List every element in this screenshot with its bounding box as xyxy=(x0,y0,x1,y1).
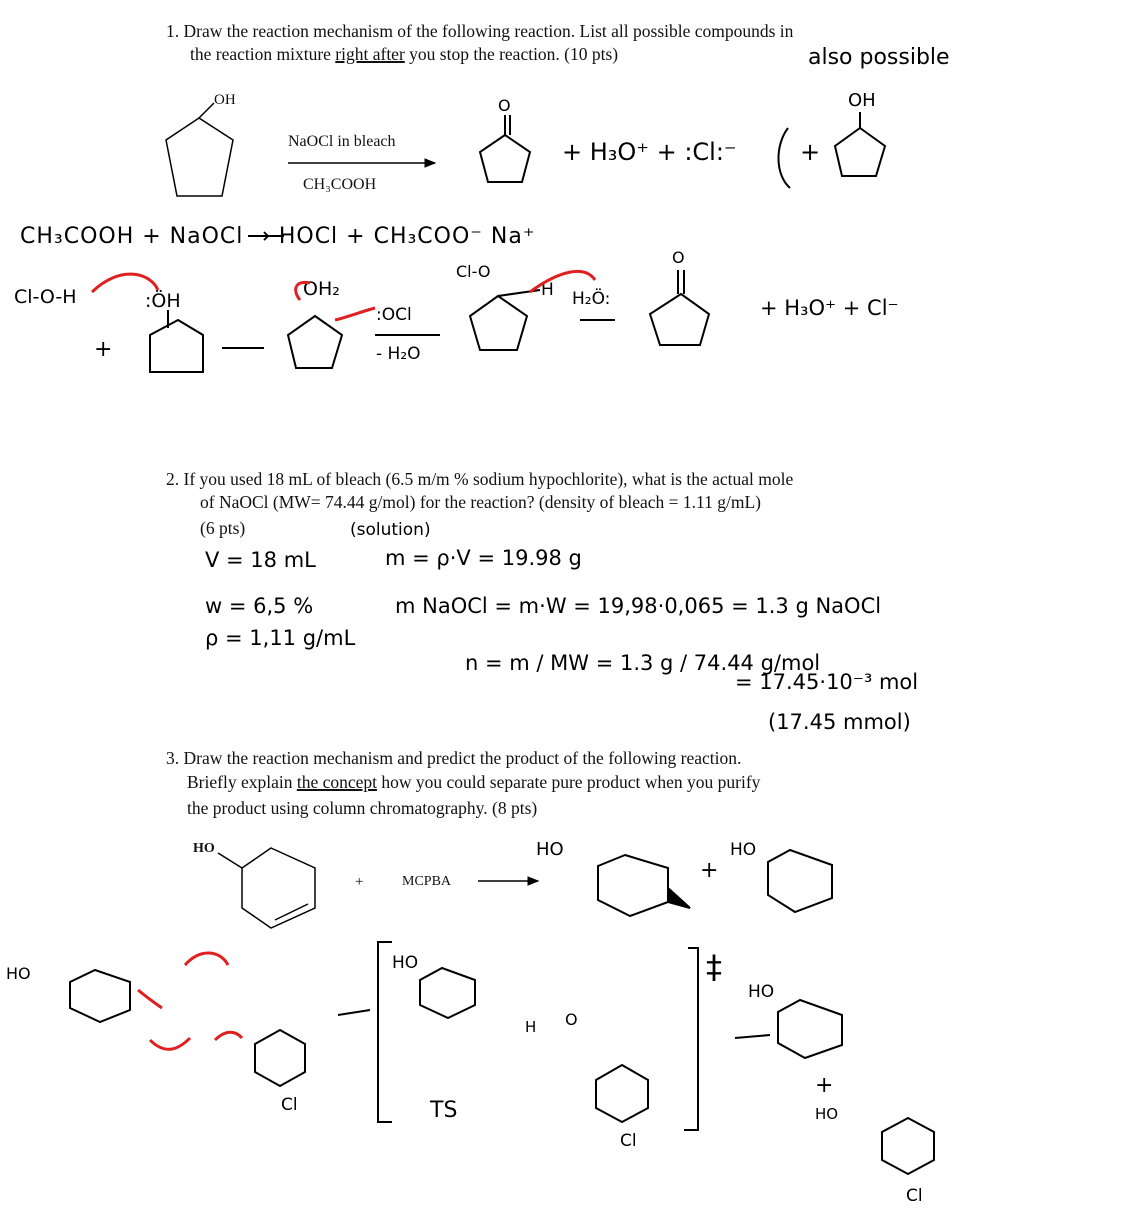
q2-hw-m: m = ρ·V = 19.98 g xyxy=(385,546,582,570)
q3-hw-ho4: HO xyxy=(392,953,419,973)
q1-line1: 1. Draw the reaction mechanism of the following reaction. List all possible compounds in xyxy=(166,21,794,41)
q3-hw-o: O xyxy=(565,1010,578,1029)
q2-line2: of NaOCl (MW= 74.44 g/mol) for the reaction? (density of bleach = 1.11 g/mL) xyxy=(200,492,761,512)
q3-hw-ts: TS xyxy=(430,1098,458,1123)
q3-line1: 3. Draw the reaction mechanism and predict the product of the following reaction. xyxy=(166,748,742,768)
q2-hw-mmol: (17.45 mmol) xyxy=(768,710,911,734)
q2-hw-rho: ρ = 1,11 g/mL xyxy=(205,626,356,650)
q3-mech-ring3 xyxy=(778,1000,842,1058)
q1-mech-ring4 xyxy=(650,294,709,345)
q1-mech-plus: + xyxy=(94,337,113,362)
q1-mech-hocl: Cl-O-H xyxy=(14,286,77,308)
q2-hw-result: = 17.45·10⁻³ mol xyxy=(735,670,919,694)
q3-hw-ho2: HO xyxy=(730,840,757,860)
q1-products: + H₃O⁺ + :Cl:⁻ xyxy=(562,138,737,166)
q1-red-arrow3 xyxy=(335,308,375,320)
q3-hw-ho5: HO xyxy=(748,982,775,1002)
q1-bracket xyxy=(778,128,790,188)
q1-mech-ocl: :OCl xyxy=(376,305,412,325)
q1-mech-clo: Cl-O xyxy=(456,262,491,281)
q3-hw-ho3: HO xyxy=(6,964,31,983)
q3-prod1-ring xyxy=(598,855,668,916)
q3-ts-bracket-left xyxy=(378,942,392,1122)
q1-sm-oh-bond xyxy=(199,103,214,118)
q3-arrowhead xyxy=(528,877,538,885)
q3-red-arrow1 xyxy=(185,953,228,965)
q1-line2-pre: the reaction mixture xyxy=(190,44,336,64)
q1-sm-label: OH xyxy=(214,92,236,108)
q3-mech-arrow1 xyxy=(338,1010,370,1015)
q1-mech-oh2: OH₂ xyxy=(303,278,340,300)
q3-mech-ring2 xyxy=(420,968,475,1018)
q2-line1: 2. If you used 18 mL of bleach (6.5 m/m % sodium hypochlorite), what is the actual mole xyxy=(166,469,794,489)
q3-line2-pre: Briefly explain xyxy=(187,772,297,792)
q1-mech-products: + H₃O⁺ + Cl⁻ xyxy=(760,296,899,320)
q2-line3: (6 pts) xyxy=(200,518,246,538)
q3-mech-ring1 xyxy=(70,970,130,1022)
q1-red-arrow4 xyxy=(530,271,595,292)
q3-hw-ho1: HO xyxy=(536,839,564,860)
q3-line3: the product using column chromatography. (8 pts) xyxy=(187,798,538,818)
q1-plus-alt: + xyxy=(800,138,821,166)
q3-mech-benz2 xyxy=(596,1065,648,1122)
q1-product-ring xyxy=(480,135,530,182)
q3-sm-alkene xyxy=(275,904,308,920)
q2-hw-solution: (solution) xyxy=(350,520,431,540)
q3-prod1-epoxide xyxy=(668,888,690,908)
q3-red-arrow3 xyxy=(150,1038,190,1049)
q3-ts-bracket-right xyxy=(684,948,698,1130)
q3-red-arrow2 xyxy=(138,990,162,1008)
q1-sm-ring xyxy=(166,118,233,196)
q3-hw-plus: + xyxy=(700,858,719,883)
q1-reagent-bottom: CH₃COOH xyxy=(303,176,377,193)
q1-mech-h2o: H₂Ö: xyxy=(572,289,611,309)
q3-hw-h: H xyxy=(525,1018,537,1036)
q1-line2-post: you stop the reaction. (10 pts) xyxy=(404,44,619,64)
q1-carbonyl-o: O xyxy=(498,96,511,115)
q3-prod2-ring xyxy=(768,850,832,912)
q2-hw-n: n = m / MW = 1.3 g / 74.44 g/mol xyxy=(465,651,821,675)
q2-hw-mnaocl: m NaOCl = m·W = 19,98·0,065 = 1.3 g NaOCl xyxy=(395,594,882,618)
q3-red-arrow4 xyxy=(215,1032,242,1040)
q1-alt-oh: OH xyxy=(848,90,876,111)
q3-plus: + xyxy=(355,874,364,890)
q2-hw-w: w = 6,5 % xyxy=(205,594,314,618)
q1-mech-oh: :ÖH xyxy=(145,290,181,312)
q1-note: also possible xyxy=(808,45,950,70)
q1-mech-carbonyl-o: O xyxy=(672,248,685,267)
q3-underline: the concept xyxy=(296,772,377,792)
q3-hw-plus2: + xyxy=(815,1073,834,1098)
q3-hw-cl2: Cl xyxy=(620,1131,637,1151)
q1-underline: right after xyxy=(335,44,405,64)
q3-sm-label: HO xyxy=(193,841,215,856)
q3-hw-cl3: Cl xyxy=(906,1186,923,1206)
q3-hw-ho6: HO xyxy=(815,1105,839,1123)
q3-mech-arrow2 xyxy=(735,1035,770,1038)
q1-arrowhead xyxy=(425,159,435,167)
q3-hw-dagger: ‡ xyxy=(706,948,722,986)
q1-mech-minus-h2o: - H₂O xyxy=(376,344,421,364)
q1-red-arrow1 xyxy=(92,274,158,292)
q1-mech-ring2 xyxy=(288,316,342,368)
q3-mech-benz3 xyxy=(882,1118,934,1174)
q1-alt-ring xyxy=(835,128,885,176)
q1-mech-ring1 xyxy=(150,320,203,372)
q1-red-arrow2 xyxy=(296,282,310,300)
q3-line2-post: how you could separate pure product when you purify xyxy=(377,772,761,792)
q1-reagent-top: NaOCl in bleach xyxy=(288,133,396,150)
q1-mech-ring3 xyxy=(470,296,527,350)
q1-eq-line: CH₃COOH + NaOCl → HOCl + CH₃COO⁻ Na⁺ xyxy=(20,224,536,249)
q3-hw-cl1: Cl xyxy=(281,1095,298,1115)
q3-mech-benz1 xyxy=(255,1030,305,1086)
q3-reagent: MCPBA xyxy=(402,874,452,889)
q2-hw-v: V = 18 mL xyxy=(205,548,316,572)
q1-mech-h: H xyxy=(541,280,554,300)
q3-sm-ho-bond xyxy=(218,853,242,868)
q3-sm-ring xyxy=(242,848,315,928)
